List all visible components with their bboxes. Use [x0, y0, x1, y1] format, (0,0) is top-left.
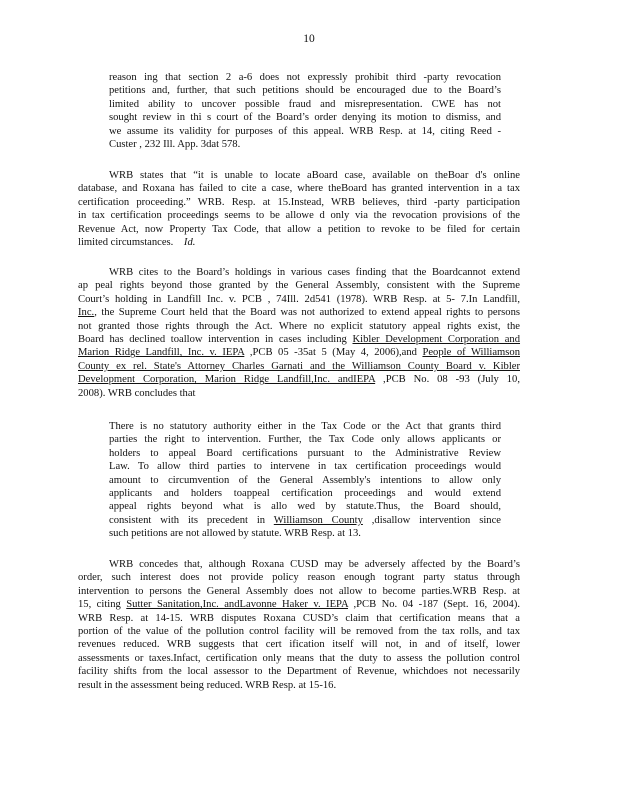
- text-line: sought review in thi s court of the Board’s order denying its motion to dismiss, and: [109, 112, 501, 124]
- text-line: petitions and, further, that such petitions should be encouraged due to the Board’s: [109, 85, 501, 97]
- text-line: [78, 306, 520, 319]
- text-line: Court’s holding in Landfill Inc. v. PCB , 74Ill. 2d541 (1978). WRB Resp. at 5- 7.In Landfill,: [78, 293, 520, 305]
- text-line: revenues reduced. WRB suggests that cert ification itself will not, in and of itself, lower: [78, 639, 520, 651]
- text-line: reason ing that section 2 a-6 does not expressly prohibit third -party revocation: [109, 72, 501, 83]
- text-line: [78, 373, 520, 386]
- case-name: Williamson County: [273, 514, 363, 526]
- text-line: Revenue Act, now Property Tax Code, that allow a petition to revoke to be filed for certain: [78, 223, 520, 235]
- case-name: Inc.: [78, 307, 95, 319]
- case-name: People of Williamson: [422, 347, 520, 359]
- paragraph-wrb-states: [78, 169, 520, 249]
- text-line: WRB Resp. at 14-15. WRB disputes Roxana CUSD’s claim that certification means that a: [78, 612, 520, 624]
- text-line: There is no statutory authority either in the Tax Code or the Act that grants third: [109, 421, 501, 432]
- text-line: WRB concedes that, although Roxana CUSD may be adversely affected by the Board’s: [109, 559, 520, 570]
- case-name: Sutter Sanitation,Inc. andLavonne Haker v. IEPA: [126, 599, 349, 611]
- text-line: amount to circumvention of the General Assembly's intentions to allow only: [109, 474, 501, 486]
- text-segment: ,disallow intervention since: [362, 514, 501, 526]
- text-line: such petitions are not allowed by statute. WRB Resp. at 13.: [109, 528, 361, 540]
- case-name-line: County ex rel. State's Attorney Charles Garnati and the Williamson County Board v. Kibler: [78, 360, 520, 372]
- text-line: WRB cites to the Board’s holdings in various cases finding that the Boardcannot extend: [109, 267, 520, 278]
- paragraph-wrb-concedes: [78, 558, 520, 692]
- text-line: portion of the value of the pollution control facility will be removed from the tax rolls, and tax: [78, 626, 520, 638]
- text-segment: consistent with its precedent in: [109, 514, 266, 526]
- text-line: [109, 514, 501, 527]
- text-line: intervention to persons the General Assembly does not allow to become parties.WRB Resp. at: [78, 585, 520, 597]
- text-line: limited ability to uncover possible fraud and misrepresentation. CWE has not: [109, 98, 501, 110]
- text-segment: 15, citing: [78, 599, 121, 611]
- text-line: appeal rights beyond what is allo wed by statute.Thus, the Board should,: [109, 501, 501, 513]
- text-segment: , the Supreme Court held that the Board was not authorized to extend appeal rights to persons: [94, 307, 520, 319]
- paragraph-wrb-cites: [78, 266, 520, 400]
- text-line: certification proceeding.” WRB. Resp. at 15.Instead, WRB believes, third -party participation: [78, 196, 520, 208]
- text-line: Law. To allow third parties to intervene in tax certification proceedings would: [109, 461, 501, 473]
- text-line: we assume its validity for purposes of this appeal. WRB Resp. at 14, citing Reed -: [109, 125, 501, 137]
- text-line: ap peal rights beyond those granted by the General Assembly, consistent with the Supreme: [78, 280, 520, 292]
- citation-id: Id.: [183, 237, 196, 249]
- text-segment: ,PCB No. 08 -93 (July 10,: [375, 374, 520, 386]
- text-line: WRB states that “it is unable to locate aBoard case, available on theBoar d's online: [109, 170, 520, 181]
- block-quote-reed-custer: [109, 71, 501, 151]
- text-segment: Board has declined toallow intervention in cases including: [78, 334, 347, 346]
- block-quote-wrb-conclusion: [109, 420, 501, 541]
- case-name: Marion Ridge Landfill, Inc. v. IEPA: [78, 347, 245, 359]
- page-number: 10: [303, 33, 315, 45]
- text-line: parties the right to intervention. Further, the Tax Code only allows applicants or: [109, 434, 501, 446]
- text-line: [78, 333, 520, 346]
- case-name: Kibler Development Corporation and: [352, 334, 521, 346]
- text-line: [78, 346, 520, 359]
- text-line: database, and Roxana has failed to cite a case, where theBoard has granted intervention in a tax: [78, 183, 520, 195]
- text-line: assessments or taxes.Infact, certification only means that the duty to assess the pollution control: [78, 652, 520, 664]
- text-line: Custer , 232 Ill. App. 3dat 578.: [109, 139, 241, 151]
- case-name: Development Corporation, Marion Ridge Landfill,Inc. andIEPA: [78, 374, 376, 386]
- text-line: not granted those rights through the Act. Where no explicit statutory appeal rights exist, the: [78, 320, 520, 332]
- text-line: [78, 236, 520, 249]
- text-line: facility shifts from the local assessor to the Department of Revenue, whichdoes not necessarily: [78, 666, 520, 678]
- text-segment: ,PCB 05 -35at 5 (May 4, 2006),and: [244, 347, 417, 359]
- text-line: applicants and holders toappeal certification proceedings and would extend: [109, 488, 501, 500]
- text-line: in tax certification proceedings seems to be allowe d only via the revocation provisions of the: [78, 210, 520, 222]
- text-line: holders to appeal Board certifications pursuant to the Administrative Review: [109, 447, 501, 459]
- text-line: 2008). WRB concludes that: [78, 387, 196, 399]
- text-line: [78, 598, 520, 611]
- text-line: result in the assessment being reduced. WRB Resp. at 15-16.: [78, 679, 337, 691]
- text-segment: ,PCB No. 04 -187 (Sept. 16, 2004).: [348, 599, 520, 611]
- text-line: order, such interest does not provide policy reason enough togrant party status through: [78, 572, 520, 584]
- text-segment: limited circumstances.: [78, 237, 174, 249]
